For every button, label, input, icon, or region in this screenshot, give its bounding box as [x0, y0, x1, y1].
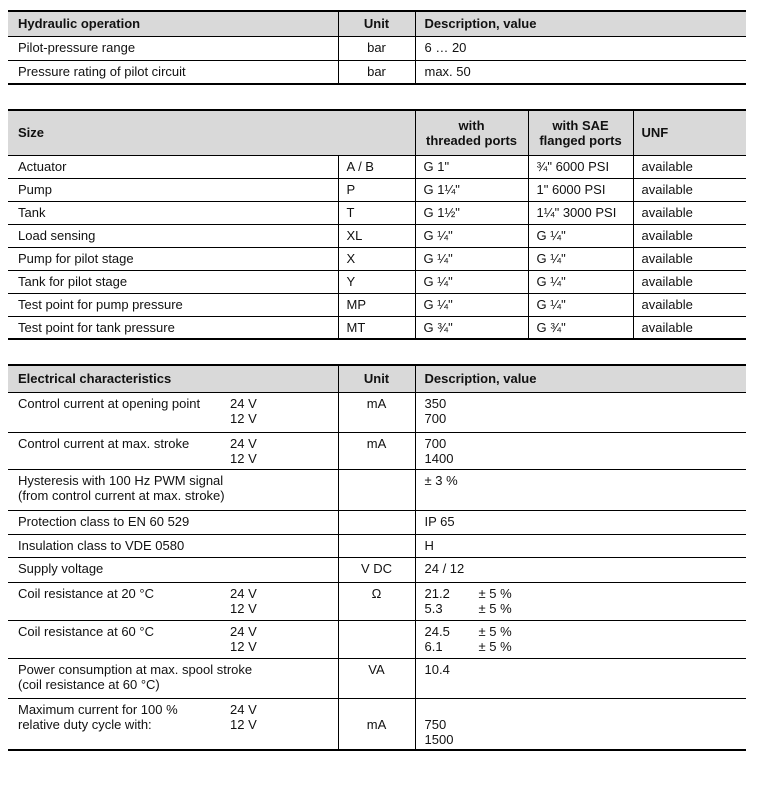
row-unit: VA	[338, 658, 415, 698]
row-unf: available	[633, 155, 746, 178]
row-value-cell	[415, 392, 746, 432]
row-label: Test point for pump pressure	[8, 293, 338, 316]
row-port-code: P	[338, 178, 415, 201]
row-threaded: G ¼"	[415, 247, 528, 270]
row-unf: available	[633, 270, 746, 293]
row-port-code: X	[338, 247, 415, 270]
table-row	[8, 316, 746, 339]
row-sae: G ¾"	[528, 316, 633, 339]
header-description: Description, value	[415, 365, 746, 392]
row-label: Coil resistance at 20 °C	[18, 585, 154, 601]
row-label: Control current at max. stroke	[18, 435, 190, 451]
size-ports-table	[8, 109, 746, 340]
table-row	[8, 36, 746, 60]
row-tolerance: ± 5 %	[478, 600, 512, 616]
row-label: Tank	[8, 201, 338, 224]
table-row	[8, 60, 746, 84]
row-value: 750	[424, 716, 447, 732]
row-value: IP 65	[415, 510, 746, 534]
row-value: 6 … 20	[415, 36, 746, 60]
header-description: Description, value	[415, 11, 746, 36]
row-value: 24 / 12	[415, 557, 746, 582]
row-port-code: T	[338, 201, 415, 224]
row-label: Supply voltage	[8, 557, 338, 582]
row-value: 700	[424, 435, 447, 451]
row-label-line2: relative duty cycle with:	[18, 716, 152, 732]
table-row	[8, 432, 746, 469]
row-value: H	[415, 534, 746, 557]
row-value: 10.4	[415, 658, 746, 698]
table-row	[8, 582, 746, 620]
row-port-code: MT	[338, 316, 415, 339]
table-row	[8, 178, 746, 201]
row-label: Load sensing	[8, 224, 338, 247]
voltage-variants: 24 V 12 V	[230, 435, 257, 466]
row-label: Pump for pilot stage	[8, 247, 338, 270]
row-port-code: A / B	[338, 155, 415, 178]
row-tolerance: ± 5 %	[478, 585, 512, 601]
table-row	[8, 201, 746, 224]
row-value: 1400	[424, 450, 454, 466]
table-header-row	[8, 365, 746, 392]
voltage-variants: 24 V 12 V	[230, 701, 257, 732]
row-value-cell	[415, 698, 746, 750]
table-row	[8, 155, 746, 178]
row-port-code: Y	[338, 270, 415, 293]
row-sae: 1¼" 3000 PSI	[528, 201, 633, 224]
row-value-cell	[415, 620, 746, 658]
table-row	[8, 293, 746, 316]
row-label: Actuator	[8, 155, 338, 178]
row-value: ± 3 %	[424, 472, 458, 488]
header-unit: Unit	[338, 11, 415, 36]
row-label: Coil resistance at 60 °C	[18, 623, 154, 639]
row-unit: Ω	[338, 582, 415, 620]
header-size: Size	[8, 110, 415, 155]
row-sae: G ¼"	[528, 293, 633, 316]
table-row	[8, 392, 746, 432]
row-unit: mA	[338, 698, 415, 750]
row-value: 1500	[424, 731, 454, 747]
row-label: Hysteresis with 100 Hz PWM signal	[18, 472, 224, 488]
voltage-variants: 24 V 12 V	[230, 623, 257, 654]
row-tolerance: ± 5 %	[478, 623, 512, 639]
hydraulic-operation-table	[8, 10, 746, 85]
row-label: Maximum current for 100 %	[18, 701, 178, 717]
header-sae-flanged-ports: with SAE flanged ports	[528, 110, 633, 155]
header-unit: Unit	[338, 365, 415, 392]
table-row	[8, 557, 746, 582]
row-label-cell	[8, 432, 338, 469]
row-unit: bar	[338, 60, 415, 84]
row-threaded: G 1¼"	[415, 178, 528, 201]
table-row	[8, 510, 746, 534]
row-value: 350	[424, 395, 447, 411]
row-label-cell	[8, 392, 338, 432]
row-sae: G ¼"	[528, 247, 633, 270]
table-row	[8, 469, 746, 510]
table-row	[8, 658, 746, 698]
table-row	[8, 270, 746, 293]
row-value: 5.3	[424, 600, 443, 616]
table-header-row	[8, 110, 746, 155]
row-threaded: G 1½"	[415, 201, 528, 224]
row-unf: available	[633, 201, 746, 224]
row-value: 6.1	[424, 638, 443, 654]
row-value-cell	[415, 432, 746, 469]
voltage-variants: 24 V 12 V	[230, 395, 257, 426]
row-unf: available	[633, 316, 746, 339]
row-tolerance: ± 5 %	[478, 638, 512, 654]
row-unit	[338, 469, 415, 510]
row-label-cell	[8, 620, 338, 658]
row-label: Pressure rating of pilot circuit	[8, 60, 338, 84]
row-sae: ¾" 6000 PSI	[528, 155, 633, 178]
row-label-line2: (from control current at max. stroke)	[18, 487, 225, 503]
row-unit: mA	[338, 392, 415, 432]
row-label: Insulation class to VDE 0580	[8, 534, 338, 557]
row-label: Pump	[8, 178, 338, 201]
header-electrical-characteristics: Electrical characteristics	[8, 365, 338, 392]
row-unf: available	[633, 178, 746, 201]
header-hydraulic-operation: Hydraulic operation	[8, 11, 338, 36]
row-port-code: XL	[338, 224, 415, 247]
row-label-cell	[8, 698, 338, 750]
table-header-row	[8, 11, 746, 36]
row-label: Power consumption at max. spool stroke	[18, 661, 253, 677]
row-value: 24.5	[424, 623, 450, 639]
row-unit	[338, 534, 415, 557]
row-label: Test point for tank pressure	[8, 316, 338, 339]
row-label-line2: (coil resistance at 60 °C)	[18, 676, 160, 692]
row-value-cell	[415, 582, 746, 620]
table-row	[8, 534, 746, 557]
row-value-cell	[415, 469, 746, 510]
row-label-cell	[8, 469, 338, 510]
row-unit	[338, 620, 415, 658]
table-row	[8, 620, 746, 658]
electrical-characteristics-table	[8, 364, 746, 751]
row-unf: available	[633, 247, 746, 270]
row-unf: available	[633, 224, 746, 247]
row-sae: 1" 6000 PSI	[528, 178, 633, 201]
row-label-cell	[8, 582, 338, 620]
table-row	[8, 224, 746, 247]
row-sae: G ¼"	[528, 270, 633, 293]
row-label-cell	[8, 658, 338, 698]
row-threaded: G ¼"	[415, 293, 528, 316]
row-port-code: MP	[338, 293, 415, 316]
row-threaded: G ¼"	[415, 270, 528, 293]
row-sae: G ¼"	[528, 224, 633, 247]
row-label: Pilot-pressure range	[8, 36, 338, 60]
row-unf: available	[633, 293, 746, 316]
voltage-variants: 24 V 12 V	[230, 585, 257, 616]
table-row	[8, 247, 746, 270]
row-threaded: G ¾"	[415, 316, 528, 339]
row-unit: V DC	[338, 557, 415, 582]
row-value: 21.2	[424, 585, 450, 601]
row-label: Protection class to EN 60 529	[8, 510, 338, 534]
row-unit: bar	[338, 36, 415, 60]
row-threaded: G 1"	[415, 155, 528, 178]
header-threaded-ports: with threaded ports	[415, 110, 528, 155]
row-value: 700	[424, 410, 447, 426]
row-threaded: G ¼"	[415, 224, 528, 247]
row-value: max. 50	[415, 60, 746, 84]
table-row	[8, 698, 746, 750]
row-label: Control current at opening point	[18, 395, 201, 411]
header-unf: UNF	[633, 110, 746, 155]
row-label: Tank for pilot stage	[8, 270, 338, 293]
row-unit: mA	[338, 432, 415, 469]
row-unit	[338, 510, 415, 534]
